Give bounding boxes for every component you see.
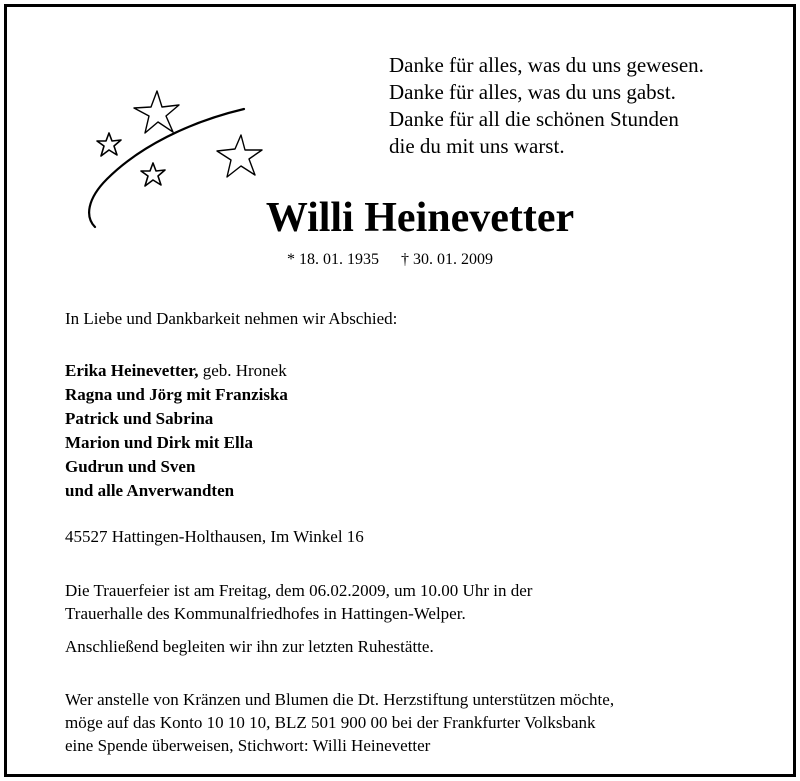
mourner-line: Marion und Dirk mit Ella bbox=[65, 433, 253, 452]
funeral-line: Die Trauerfeier ist am Freitag, dem 06.02.2009, um 10.00 Uhr in der bbox=[65, 581, 533, 600]
poem-line: Danke für alles, was du uns gabst. bbox=[389, 80, 676, 104]
burial-info: Anschließend begleiten wir ihn zur letzten Ruhestätte. bbox=[65, 637, 434, 656]
donation-info bbox=[65, 688, 614, 757]
poem-line: die du mit uns warst. bbox=[389, 134, 565, 158]
mourner-name: Erika Heinevetter, bbox=[65, 361, 199, 380]
donation-line: Wer anstelle von Kränzen und Blumen die Dt. Herzstiftung unterstützen möchte, bbox=[65, 690, 615, 709]
funeral-line: Trauerhalle des Kommunalfriedhofes in Hattingen-Welper. bbox=[65, 604, 466, 623]
address: 45527 Hattingen-Holthausen, Im Winkel 16 bbox=[65, 527, 364, 546]
mourner-line bbox=[65, 359, 288, 383]
star-icon bbox=[217, 135, 262, 177]
donation-line: eine Spende überweisen, Stichwort: Willi Heinevetter bbox=[65, 736, 431, 755]
mourner-line: Ragna und Jörg mit Franziska bbox=[65, 385, 288, 404]
mourner-maiden-name: geb. Hronek bbox=[198, 361, 287, 380]
poem bbox=[389, 52, 704, 160]
deceased-name: Willi Heinevetter bbox=[265, 195, 575, 241]
mourner-line: Patrick und Sabrina bbox=[65, 409, 214, 428]
death-date: † 30. 01. 2009 bbox=[401, 251, 493, 268]
poem-line: Danke für all die schönen Stunden bbox=[389, 107, 679, 131]
birth-date: * 18. 01. 1935 bbox=[287, 251, 379, 268]
star-icon bbox=[97, 133, 121, 156]
star-icon bbox=[141, 163, 165, 186]
star-icon bbox=[134, 91, 179, 133]
donation-line: möge auf das Konto 10 10 10, BLZ 501 900 00 bei der Frankfurter Volksbank bbox=[65, 713, 596, 732]
mourners-list bbox=[65, 359, 288, 503]
mourner-line: Gudrun und Sven bbox=[65, 457, 196, 476]
obituary-notice bbox=[4, 4, 796, 777]
mourner-line: und alle Anverwandten bbox=[65, 481, 235, 500]
intro-text: In Liebe und Dankbarkeit nehmen wir Abschied: bbox=[65, 309, 398, 328]
life-dates bbox=[287, 250, 515, 270]
poem-line: Danke für alles, was du uns gewesen. bbox=[389, 53, 704, 77]
funeral-info bbox=[65, 579, 532, 625]
